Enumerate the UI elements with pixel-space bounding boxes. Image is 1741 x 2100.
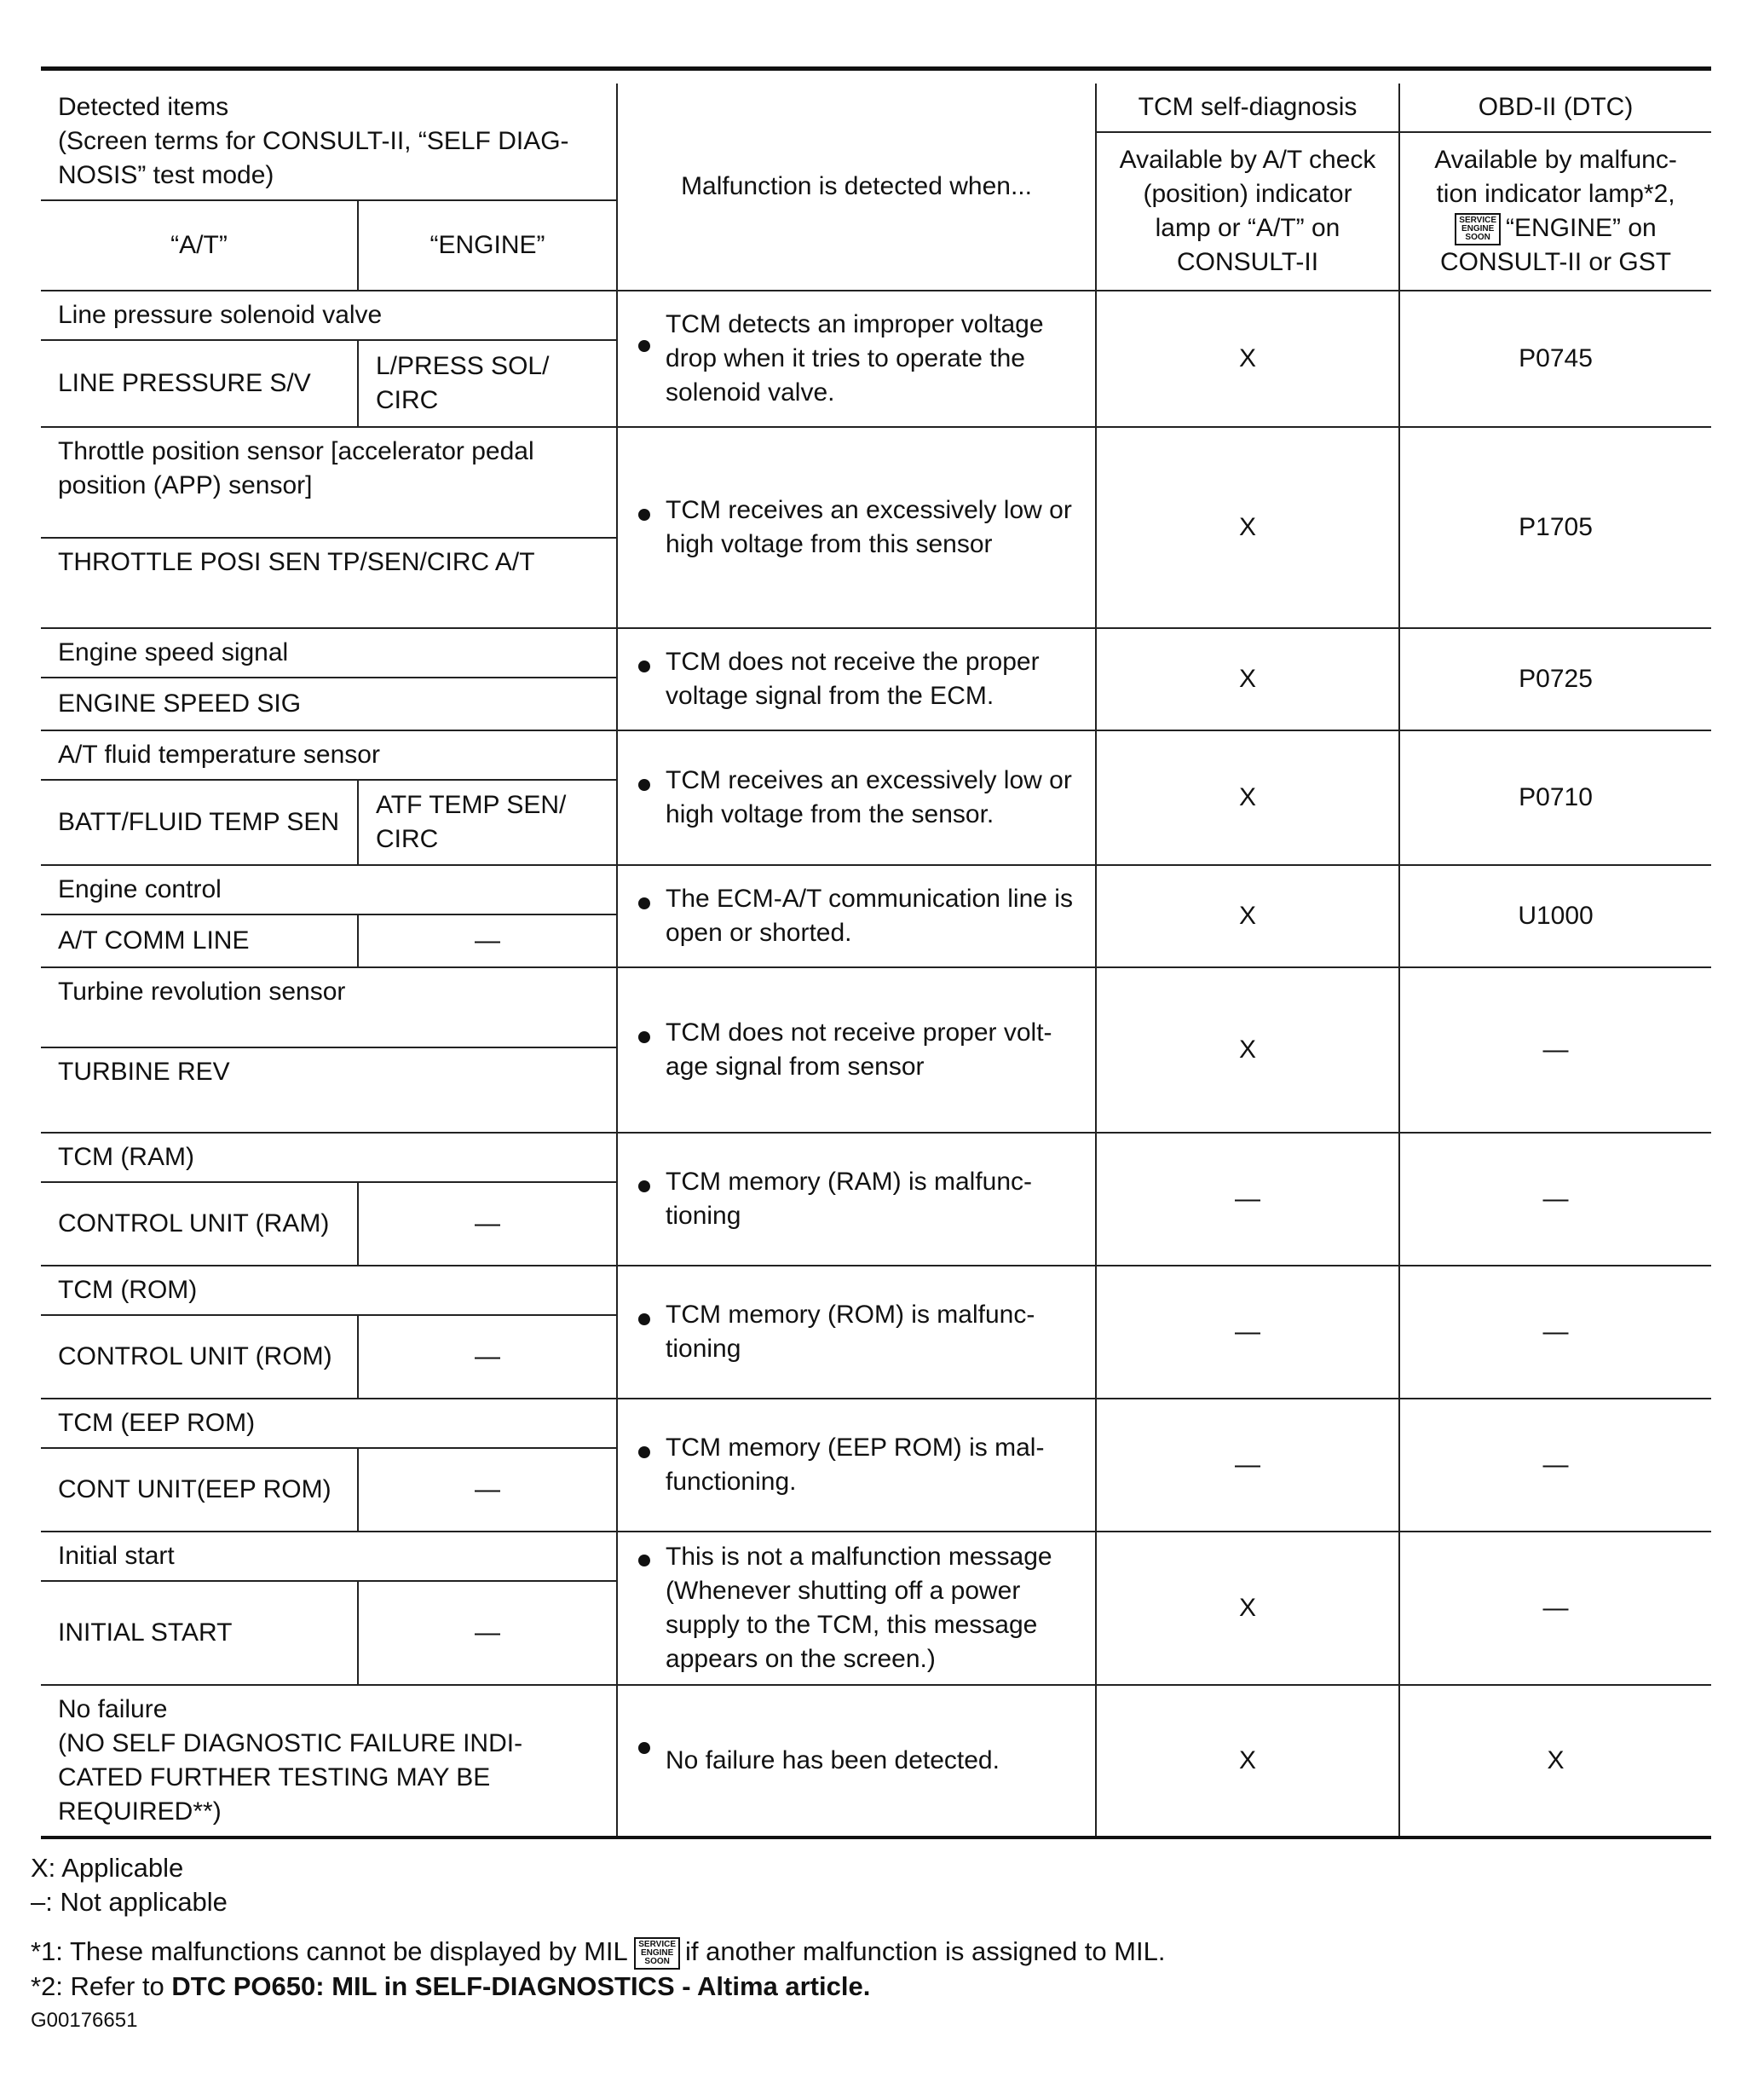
top-rule [41, 66, 1711, 71]
engine-screen-term: ATF TEMP SEN/ CIRC [358, 780, 617, 865]
at-screen-term: A/T COMM LINE [41, 914, 358, 967]
figure-code: G00176651 [31, 2008, 138, 2032]
table-row [41, 427, 1711, 538]
bullet-icon [638, 509, 650, 521]
tcm-value: — [1096, 1399, 1399, 1532]
header-obd-desc-1: Available by malfunc-tion indicator lamp*2, [1434, 145, 1677, 208]
at-screen-term: THROTTLE POSI SEN TP/SEN/CIRC A/T [41, 538, 617, 628]
malfunction-text: TCM memory (EEP ROM) is mal-functioning. [617, 1399, 1096, 1532]
malfunction-text: The ECM-A/T communication line is open or shorted. [617, 865, 1096, 967]
legend-applicable: X: Applicable [31, 1853, 184, 1883]
diagnosis-table [41, 84, 1711, 1839]
tcm-value: — [1096, 1133, 1399, 1266]
table-row [41, 865, 1711, 914]
at-screen-term: BATT/FLUID TEMP SEN [41, 780, 358, 865]
at-screen-term: ENGINE SPEED SIG [41, 678, 617, 730]
header-engine-column: “ENGINE” [358, 200, 617, 291]
bullet-icon [638, 1031, 650, 1043]
item-name: Turbine revolution sensor [41, 967, 617, 1047]
header-detected-items [41, 84, 617, 200]
at-screen-term: INITIAL START [41, 1581, 358, 1685]
item-name: Line pressure solenoid valve [41, 291, 617, 340]
footnote-2-reference: DTC PO650: MIL in SELF-DIAGNOSTICS - Altima article. [171, 1970, 871, 2001]
item-name: TCM (ROM) [41, 1266, 617, 1315]
table-row [41, 628, 1711, 678]
table-row [41, 1532, 1711, 1581]
table-row [41, 1399, 1711, 1448]
table-row [41, 291, 1711, 340]
obd-code: U1000 [1399, 865, 1711, 967]
malfunction-text: TCM receives an excessively low or high voltage from this sensor [617, 427, 1096, 628]
malfunction-text: TCM does not receive proper volt-age signal from sensor [617, 967, 1096, 1133]
header-detected-items-label: Detected items [58, 93, 229, 121]
engine-screen-term: — [358, 914, 617, 967]
malfunction-text: TCM receives an excessively low or high voltage from the sensor. [617, 730, 1096, 865]
malfunction-text: No failure has been detected. [617, 1685, 1096, 1838]
at-screen-term: TURBINE REV [41, 1047, 617, 1133]
at-screen-term: CONT UNIT(EEP ROM) [41, 1448, 358, 1532]
table-row [41, 730, 1711, 780]
header-obd-desc-2: “ENGINE” on CONSULT-II or GST [1439, 213, 1672, 277]
table-row [41, 1266, 1711, 1315]
engine-screen-term: — [358, 1182, 617, 1266]
malfunction-text: TCM memory (ROM) is malfunc-tioning [617, 1266, 1096, 1399]
engine-screen-term: — [358, 1315, 617, 1399]
item-name [41, 1685, 617, 1838]
header-at-column: “A/T” [41, 200, 358, 291]
tcm-value: X [1096, 967, 1399, 1133]
obd-code: — [1399, 1133, 1711, 1266]
engine-screen-term: L/PRESS SOL/ CIRC [358, 340, 617, 427]
tcm-value: X [1096, 1532, 1399, 1685]
bullet-icon [638, 1313, 650, 1325]
engine-screen-term: — [358, 1448, 617, 1532]
footnote-2: *2: Refer to DTC PO650: MIL in SELF-DIAGNOSTICS - Altima article. [31, 1970, 871, 2001]
item-name: Engine speed signal [41, 628, 617, 678]
item-name: Initial start [41, 1532, 617, 1581]
footnotes [31, 1851, 1701, 2038]
header-malfunction: Malfunction is detected when... [617, 84, 1096, 291]
header-detected-items-sub: (Screen terms for CONSULT-II, “SELF DIAG-NOSIS” test mode) [58, 127, 569, 189]
obd-code: — [1399, 1532, 1711, 1685]
malfunction-text: TCM detects an improper voltage drop when it tries to operate the solenoid valve. [617, 291, 1096, 427]
tcm-value: X [1096, 865, 1399, 967]
tcm-value: — [1096, 1266, 1399, 1399]
bullet-icon [638, 1555, 650, 1566]
malfunction-text: TCM does not receive the proper voltage signal from the ECM. [617, 628, 1096, 730]
bullet-icon [638, 661, 650, 672]
header-obd: OBD-II (DTC) [1399, 84, 1711, 132]
obd-code: P0725 [1399, 628, 1711, 730]
table-row [41, 1133, 1711, 1182]
obd-code: — [1399, 967, 1711, 1133]
service-engine-soon-icon: SERVICE ENGINE SOON [1455, 213, 1501, 245]
header-obd-desc-2-wrap [1417, 211, 1694, 280]
header-obd-desc [1399, 132, 1711, 291]
obd-code: — [1399, 1399, 1711, 1532]
obd-code: P0745 [1399, 291, 1711, 427]
table-row [41, 1685, 1711, 1838]
at-screen-term: CONTROL UNIT (ROM) [41, 1315, 358, 1399]
legend-not-applicable: –: Not applicable [31, 1887, 228, 1917]
tcm-value: X [1096, 628, 1399, 730]
header-tcm-self-diagnosis: TCM self-diagnosis [1096, 84, 1399, 132]
footnote-1: *1: These malfunctions cannot be displayed by MIL SERVICE ENGINE SOON if another malfunction is assigned to MIL. [31, 1935, 1701, 1970]
item-name: TCM (RAM) [41, 1133, 617, 1182]
service-engine-soon-icon: SERVICE ENGINE SOON [634, 1937, 680, 1970]
item-name: Engine control [41, 865, 617, 914]
header-row-1 [41, 84, 1711, 132]
item-name: Throttle position sensor [accelerator pedal position (APP) sensor] [41, 427, 617, 538]
tcm-value: X [1096, 730, 1399, 865]
item-name-sub: (NO SELF DIAGNOSTIC FAILURE INDI-CATED FURTHER TESTING MAY BE REQUIRED**) [58, 1729, 523, 1826]
at-screen-term: CONTROL UNIT (RAM) [41, 1182, 358, 1266]
bullet-icon [638, 779, 650, 791]
at-screen-term: LINE PRESSURE S/V [41, 340, 358, 427]
bullet-icon [638, 1446, 650, 1458]
tcm-value: X [1096, 1685, 1399, 1838]
tcm-value: X [1096, 427, 1399, 628]
obd-code: X [1399, 1685, 1711, 1838]
bullet-icon [638, 340, 650, 352]
item-name: A/T fluid temperature sensor [41, 730, 617, 780]
bullet-icon [638, 1180, 650, 1192]
obd-code: P1705 [1399, 427, 1711, 628]
table-row [41, 967, 1711, 1047]
obd-code: — [1399, 1266, 1711, 1399]
bullet-icon [638, 1742, 650, 1754]
malfunction-text: TCM memory (RAM) is malfunc-tioning [617, 1133, 1096, 1266]
obd-code: P0710 [1399, 730, 1711, 865]
tcm-value: X [1096, 291, 1399, 427]
item-name: TCM (EEP ROM) [41, 1399, 617, 1448]
header-tcm-desc: Available by A/T check (position) indicator lamp or “A/T” on CONSULT-II [1096, 132, 1399, 291]
item-name-main: No failure [58, 1695, 168, 1723]
engine-screen-term: — [358, 1581, 617, 1685]
bullet-icon [638, 897, 650, 909]
malfunction-text: This is not a malfunction message (Whenever shutting off a power supply to the TCM, this message appears on the screen.) [617, 1532, 1096, 1685]
